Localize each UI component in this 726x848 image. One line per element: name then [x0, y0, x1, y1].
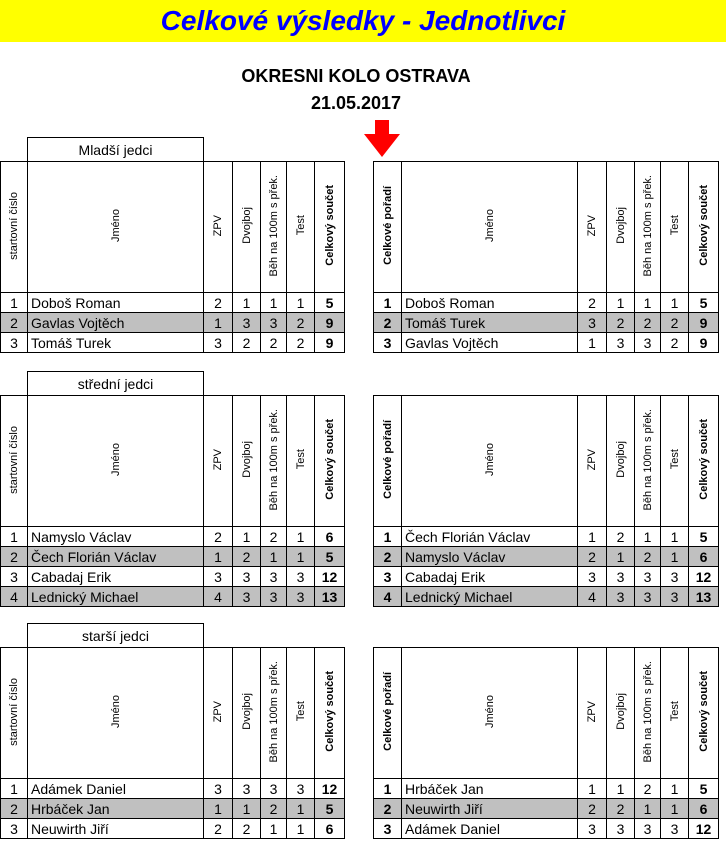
- col-test-label: Test: [294, 701, 307, 722]
- competitor-name: Neuwirth Jiří: [402, 799, 578, 819]
- score-test: 1: [661, 799, 689, 819]
- col-dvojboj: [607, 162, 635, 293]
- table-row: [1, 567, 719, 587]
- col-start-number: [1, 396, 28, 527]
- total-sum: 9: [315, 333, 345, 353]
- competitor-name: Cabadaj Erik: [402, 567, 578, 587]
- col-rank: [374, 162, 402, 293]
- score-beh: 1: [635, 799, 661, 819]
- col-beh-label: Běh na 100m s přek.: [267, 660, 280, 763]
- col-dvojboj-label: Dvojboj: [240, 693, 253, 730]
- competitor-name: Čech Florián Václav: [402, 527, 578, 547]
- competitor-name: Tomáš Turek: [402, 313, 578, 333]
- col-name: [28, 648, 204, 779]
- col-sum-label: Celkový součet: [323, 671, 336, 752]
- score-test: 1: [661, 527, 689, 547]
- score-zpv: 2: [578, 547, 607, 567]
- col-zpv-label: ZPV: [212, 448, 224, 471]
- page-title: Celkové výsledky - Jednotlivci: [160, 5, 566, 36]
- score-zpv: 2: [578, 799, 607, 819]
- col-start-number-label: startovní číslo: [8, 425, 20, 494]
- score-dvojboj: 3: [607, 333, 635, 353]
- score-zpv: 1: [578, 779, 607, 799]
- score-dvojboj: 2: [607, 527, 635, 547]
- score-zpv: 3: [204, 567, 233, 587]
- competitor-name: Lednický Michael: [28, 587, 204, 607]
- score-test: 1: [661, 293, 689, 313]
- competitor-name: Adámek Daniel: [402, 819, 578, 839]
- col-beh: [635, 162, 661, 293]
- col-dvojboj: [607, 396, 635, 527]
- event-name: OKRESNI KOLO OSTRAVA: [241, 66, 471, 86]
- score-test: 1: [287, 819, 315, 839]
- competitor-name: Neuwirth Jiří: [28, 819, 204, 839]
- table-row: [1, 527, 719, 547]
- col-beh-label: Běh na 100m s přek.: [267, 408, 280, 511]
- col-dvojboj: [233, 396, 261, 527]
- header-row: [1, 648, 719, 779]
- score-test: 2: [287, 333, 315, 353]
- col-name: [28, 396, 204, 527]
- col-test-label: Test: [668, 449, 681, 470]
- col-test: [661, 396, 689, 527]
- score-dvojboj: 1: [607, 779, 635, 799]
- col-sum-label: Celkový součet: [323, 185, 336, 266]
- col-zpv-label: ZPV: [586, 448, 598, 471]
- col-beh-label: Běh na 100m s přek.: [641, 174, 654, 277]
- score-beh: 2: [261, 527, 287, 547]
- col-dvojboj: [607, 648, 635, 779]
- competitor-name: Doboš Roman: [402, 293, 578, 313]
- col-dvojboj-label: Dvojboj: [614, 207, 627, 244]
- table-row: [1, 587, 719, 607]
- col-rank-label: Celkové pořadí: [381, 420, 394, 499]
- table-row: [1, 333, 719, 353]
- score-dvojboj: 2: [607, 799, 635, 819]
- col-beh-label: Běh na 100m s přek.: [641, 660, 654, 763]
- col-sum-label: Celkový součet: [697, 419, 710, 500]
- col-sum: [315, 648, 345, 779]
- score-zpv: 4: [204, 587, 233, 607]
- col-rank-label: Celkové pořadí: [381, 186, 394, 265]
- col-dvojboj-label: Dvojboj: [240, 207, 253, 244]
- score-zpv: 2: [578, 293, 607, 313]
- score-zpv: 4: [578, 587, 607, 607]
- score-dvojboj: 3: [607, 567, 635, 587]
- score-beh: 3: [635, 819, 661, 839]
- rank-number: 4: [374, 587, 402, 607]
- col-test: [661, 648, 689, 779]
- score-test: 2: [661, 333, 689, 353]
- rank-number: 1: [374, 527, 402, 547]
- table-row: [1, 293, 719, 313]
- start-number: 1: [1, 293, 28, 313]
- score-zpv: 3: [578, 313, 607, 333]
- score-beh: 1: [261, 547, 287, 567]
- total-sum: 9: [689, 313, 719, 333]
- score-beh: 3: [635, 567, 661, 587]
- col-sum-label: Celkový součet: [697, 185, 710, 266]
- competitor-name: Namyslo Václav: [402, 547, 578, 567]
- col-name-label: Jméno: [109, 694, 122, 729]
- competitor-name: Lednický Michael: [402, 587, 578, 607]
- score-dvojboj: 3: [233, 587, 261, 607]
- col-zpv: [204, 162, 233, 293]
- score-dvojboj: 3: [607, 819, 635, 839]
- col-zpv-label: ZPV: [586, 214, 598, 237]
- col-zpv: [578, 648, 607, 779]
- table-row: [1, 779, 719, 799]
- score-zpv: 3: [578, 819, 607, 839]
- col-name: [402, 648, 578, 779]
- score-zpv: 3: [204, 779, 233, 799]
- total-sum: 12: [315, 567, 345, 587]
- score-dvojboj: 1: [233, 799, 261, 819]
- total-sum: 9: [315, 313, 345, 333]
- total-sum: 13: [689, 587, 719, 607]
- score-beh: 2: [261, 799, 287, 819]
- rank-number: 2: [374, 799, 402, 819]
- col-beh: [635, 396, 661, 527]
- score-beh: 3: [261, 313, 287, 333]
- rank-number: 1: [374, 293, 402, 313]
- total-sum: 12: [689, 819, 719, 839]
- col-start-number-label: startovní číslo: [8, 191, 20, 260]
- col-name: [402, 162, 578, 293]
- score-beh: 2: [635, 313, 661, 333]
- col-name-label: Jméno: [483, 442, 496, 477]
- total-sum: 6: [689, 799, 719, 819]
- col-name: [402, 396, 578, 527]
- col-sum: [315, 396, 345, 527]
- score-zpv: 2: [204, 527, 233, 547]
- category-label: Mladší jedci: [28, 138, 204, 162]
- score-zpv: 1: [204, 313, 233, 333]
- table-row: [1, 547, 719, 567]
- col-start-number: [1, 162, 28, 293]
- col-test: [287, 648, 315, 779]
- rank-number: 3: [374, 819, 402, 839]
- col-rank-label: Celkové pořadí: [381, 672, 394, 751]
- rank-number: 3: [374, 333, 402, 353]
- category-table: [0, 623, 719, 839]
- score-beh: 3: [261, 567, 287, 587]
- col-sum: [689, 648, 719, 779]
- rank-number: 1: [374, 779, 402, 799]
- category-table: [0, 137, 719, 353]
- start-number: 3: [1, 333, 28, 353]
- col-zpv: [204, 648, 233, 779]
- score-beh: 3: [635, 587, 661, 607]
- score-beh: 3: [261, 587, 287, 607]
- col-test: [661, 162, 689, 293]
- total-sum: 6: [315, 527, 345, 547]
- score-test: 3: [661, 587, 689, 607]
- score-test: 2: [661, 313, 689, 333]
- competitor-name: Cabadaj Erik: [28, 567, 204, 587]
- score-dvojboj: 3: [233, 779, 261, 799]
- table-row: [1, 313, 719, 333]
- score-zpv: 3: [204, 333, 233, 353]
- score-zpv: 1: [204, 547, 233, 567]
- total-sum: 5: [689, 293, 719, 313]
- start-number: 3: [1, 819, 28, 839]
- score-dvojboj: 3: [233, 313, 261, 333]
- category-label: střední jedci: [28, 372, 204, 396]
- rank-number: 2: [374, 547, 402, 567]
- col-dvojboj: [233, 162, 261, 293]
- col-beh: [635, 648, 661, 779]
- competitor-name: Hrbáček Jan: [402, 779, 578, 799]
- score-zpv: 1: [578, 333, 607, 353]
- start-number: 1: [1, 779, 28, 799]
- competitor-name: Čech Florián Václav: [28, 547, 204, 567]
- col-dvojboj-label: Dvojboj: [614, 441, 627, 478]
- score-beh: 2: [261, 333, 287, 353]
- score-dvojboj: 2: [233, 819, 261, 839]
- col-beh-label: Běh na 100m s přek.: [641, 408, 654, 511]
- total-sum: 12: [315, 779, 345, 799]
- competitor-name: Gavlas Vojtěch: [28, 313, 204, 333]
- col-rank: [374, 648, 402, 779]
- start-number: 2: [1, 313, 28, 333]
- score-test: 3: [661, 567, 689, 587]
- col-start-number-label: startovní číslo: [8, 677, 20, 746]
- col-dvojboj-label: Dvojboj: [614, 693, 627, 730]
- col-zpv: [204, 396, 233, 527]
- total-sum: 5: [315, 799, 345, 819]
- start-number: 3: [1, 567, 28, 587]
- total-sum: 5: [315, 293, 345, 313]
- score-dvojboj: 2: [233, 547, 261, 567]
- competitor-name: Hrbáček Jan: [28, 799, 204, 819]
- score-beh: 3: [261, 779, 287, 799]
- col-zpv: [578, 396, 607, 527]
- col-name: [28, 162, 204, 293]
- col-test-label: Test: [294, 215, 307, 236]
- score-beh: 3: [635, 333, 661, 353]
- score-dvojboj: 1: [233, 293, 261, 313]
- score-dvojboj: 1: [607, 293, 635, 313]
- competitor-name: Gavlas Vojtěch: [402, 333, 578, 353]
- score-zpv: 2: [204, 819, 233, 839]
- score-beh: 1: [261, 819, 287, 839]
- col-sum: [689, 396, 719, 527]
- col-sum: [315, 162, 345, 293]
- col-name-label: Jméno: [483, 208, 496, 243]
- col-name-label: Jméno: [483, 694, 496, 729]
- col-beh-label: Běh na 100m s přek.: [267, 174, 280, 277]
- col-name-label: Jméno: [109, 442, 122, 477]
- total-sum: 12: [689, 567, 719, 587]
- score-beh: 2: [635, 779, 661, 799]
- score-zpv: 1: [578, 527, 607, 547]
- total-sum: 9: [689, 333, 719, 353]
- col-name-label: Jméno: [109, 208, 122, 243]
- competitor-name: Tomáš Turek: [28, 333, 204, 353]
- score-test: 3: [287, 779, 315, 799]
- total-sum: 6: [315, 819, 345, 839]
- col-sum: [689, 162, 719, 293]
- competitor-name: Doboš Roman: [28, 293, 204, 313]
- start-number: 2: [1, 547, 28, 567]
- score-beh: 1: [635, 527, 661, 547]
- score-test: 1: [287, 293, 315, 313]
- header-row: [1, 396, 719, 527]
- score-test: 1: [661, 547, 689, 567]
- col-test-label: Test: [668, 701, 681, 722]
- score-dvojboj: 1: [233, 527, 261, 547]
- score-test: 3: [661, 819, 689, 839]
- col-start-number: [1, 648, 28, 779]
- score-zpv: 2: [204, 293, 233, 313]
- title-banner: [0, 0, 726, 42]
- col-sum-label: Celkový součet: [697, 671, 710, 752]
- score-beh: 1: [261, 293, 287, 313]
- score-zpv: 3: [578, 567, 607, 587]
- score-beh: 2: [635, 547, 661, 567]
- start-number: 1: [1, 527, 28, 547]
- rank-number: 2: [374, 313, 402, 333]
- score-test: 2: [287, 313, 315, 333]
- event-date: 21.05.2017: [310, 93, 402, 113]
- score-zpv: 1: [204, 799, 233, 819]
- total-sum: 5: [315, 547, 345, 567]
- col-beh: [261, 396, 287, 527]
- col-dvojboj-label: Dvojboj: [240, 441, 253, 478]
- col-zpv-label: ZPV: [586, 700, 598, 723]
- score-dvojboj: 1: [607, 547, 635, 567]
- score-dvojboj: 2: [233, 333, 261, 353]
- col-beh: [261, 648, 287, 779]
- col-test: [287, 396, 315, 527]
- category-table: [0, 371, 719, 607]
- col-beh: [261, 162, 287, 293]
- category-label: starší jedci: [28, 624, 204, 648]
- col-zpv-label: ZPV: [212, 700, 224, 723]
- col-zpv-label: ZPV: [212, 214, 224, 237]
- score-test: 1: [287, 547, 315, 567]
- col-dvojboj: [233, 648, 261, 779]
- start-number: 2: [1, 799, 28, 819]
- total-sum: 5: [689, 527, 719, 547]
- score-test: 1: [287, 527, 315, 547]
- total-sum: 5: [689, 779, 719, 799]
- start-number: 4: [1, 587, 28, 607]
- table-row: [1, 819, 719, 839]
- competitor-name: Namyslo Václav: [28, 527, 204, 547]
- rank-number: 3: [374, 567, 402, 587]
- score-test: 1: [287, 799, 315, 819]
- table-row: [1, 799, 719, 819]
- score-test: 3: [287, 567, 315, 587]
- col-sum-label: Celkový součet: [323, 419, 336, 500]
- col-test: [287, 162, 315, 293]
- col-zpv: [578, 162, 607, 293]
- total-sum: 6: [689, 547, 719, 567]
- score-test: 1: [661, 779, 689, 799]
- score-beh: 1: [635, 293, 661, 313]
- score-test: 3: [287, 587, 315, 607]
- score-dvojboj: 2: [607, 313, 635, 333]
- competitor-name: Adámek Daniel: [28, 779, 204, 799]
- total-sum: 13: [315, 587, 345, 607]
- col-test-label: Test: [668, 215, 681, 236]
- score-dvojboj: 3: [607, 587, 635, 607]
- score-dvojboj: 3: [233, 567, 261, 587]
- header-row: [1, 162, 719, 293]
- col-rank: [374, 396, 402, 527]
- col-test-label: Test: [294, 449, 307, 470]
